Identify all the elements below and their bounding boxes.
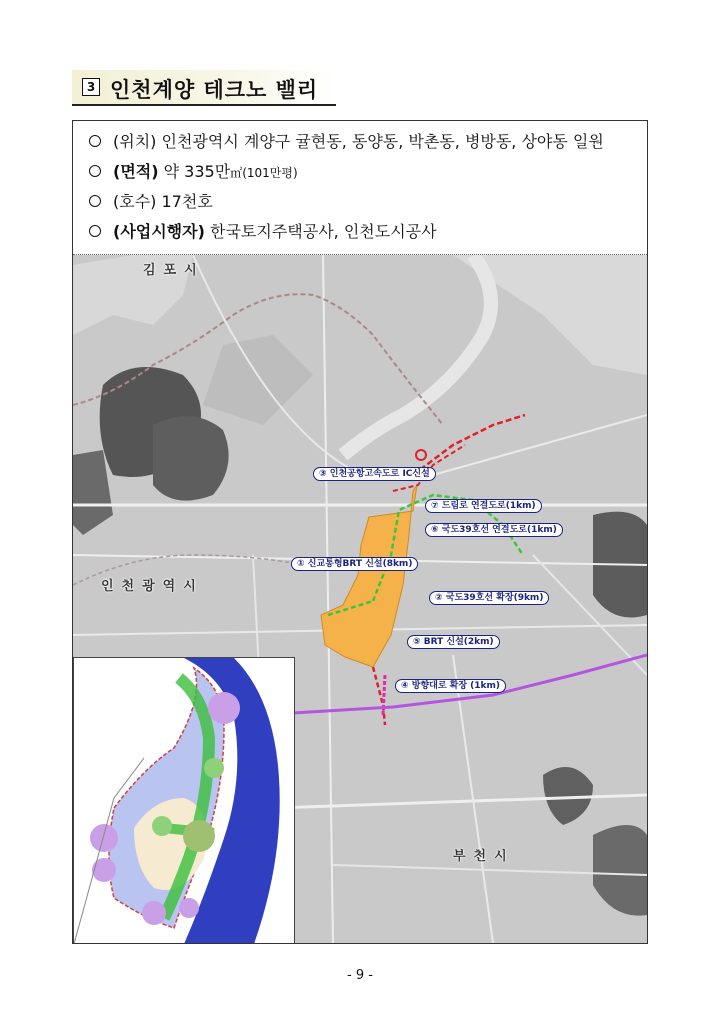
- units-row: [89, 189, 213, 215]
- callout-label: ⑦ 드림로 연결도로(1km): [425, 499, 542, 513]
- units-value: 17천호: [161, 192, 213, 211]
- area-extra: (101만평): [242, 166, 298, 180]
- developer-value: 한국토지주택공사, 인천도시공사: [210, 222, 437, 241]
- location-label: (위치): [113, 132, 157, 151]
- site-plan-inset: [73, 657, 295, 943]
- units-label: (호수): [113, 192, 157, 211]
- section-number: 3: [82, 78, 100, 96]
- bullet-icon: [89, 195, 101, 207]
- city-label-bucheon: 부천시: [453, 849, 515, 864]
- city-label-incheon: 인천광역시: [101, 579, 204, 594]
- city-label-gimpo: 김포시: [143, 263, 205, 278]
- location-row: [89, 129, 604, 155]
- section-header: [72, 70, 336, 106]
- page-number: - 9 -: [347, 968, 373, 983]
- callout-label: ③ 인천공항고속도로 IC신설: [313, 467, 436, 481]
- section-title: 인천계양 테크노 밸리: [110, 78, 319, 102]
- area-value: 약 335만: [163, 162, 231, 181]
- bullet-icon: [89, 165, 101, 177]
- callout-label: ④ 방향대로 확장 (1km): [395, 679, 506, 693]
- info-rows: [73, 121, 647, 255]
- site-map: [73, 255, 647, 943]
- bullet-icon: [89, 135, 101, 147]
- bullet-icon: [89, 225, 101, 237]
- callout-label: ① 신교통형BRT 신설(8km): [291, 557, 418, 571]
- area-unit: ㎡: [230, 166, 243, 180]
- area-row: [89, 159, 298, 185]
- callout-label: ② 국도39호선 확장(9km): [429, 591, 549, 605]
- developer-label: (사업시행자): [113, 222, 205, 241]
- site-plan-graphic: [74, 658, 294, 943]
- location-value: 인천광역시 계양구 귤현동, 동양동, 박촌동, 병방동, 상야동 일원: [161, 132, 604, 151]
- callout-label: ⑥ 국도39호선 연결도로(1km): [425, 523, 563, 537]
- area-label: (면적): [113, 162, 159, 181]
- info-box: [72, 120, 648, 944]
- developer-row: [89, 219, 437, 245]
- callout-label: ⑤ BRT 신설(2km): [407, 635, 500, 649]
